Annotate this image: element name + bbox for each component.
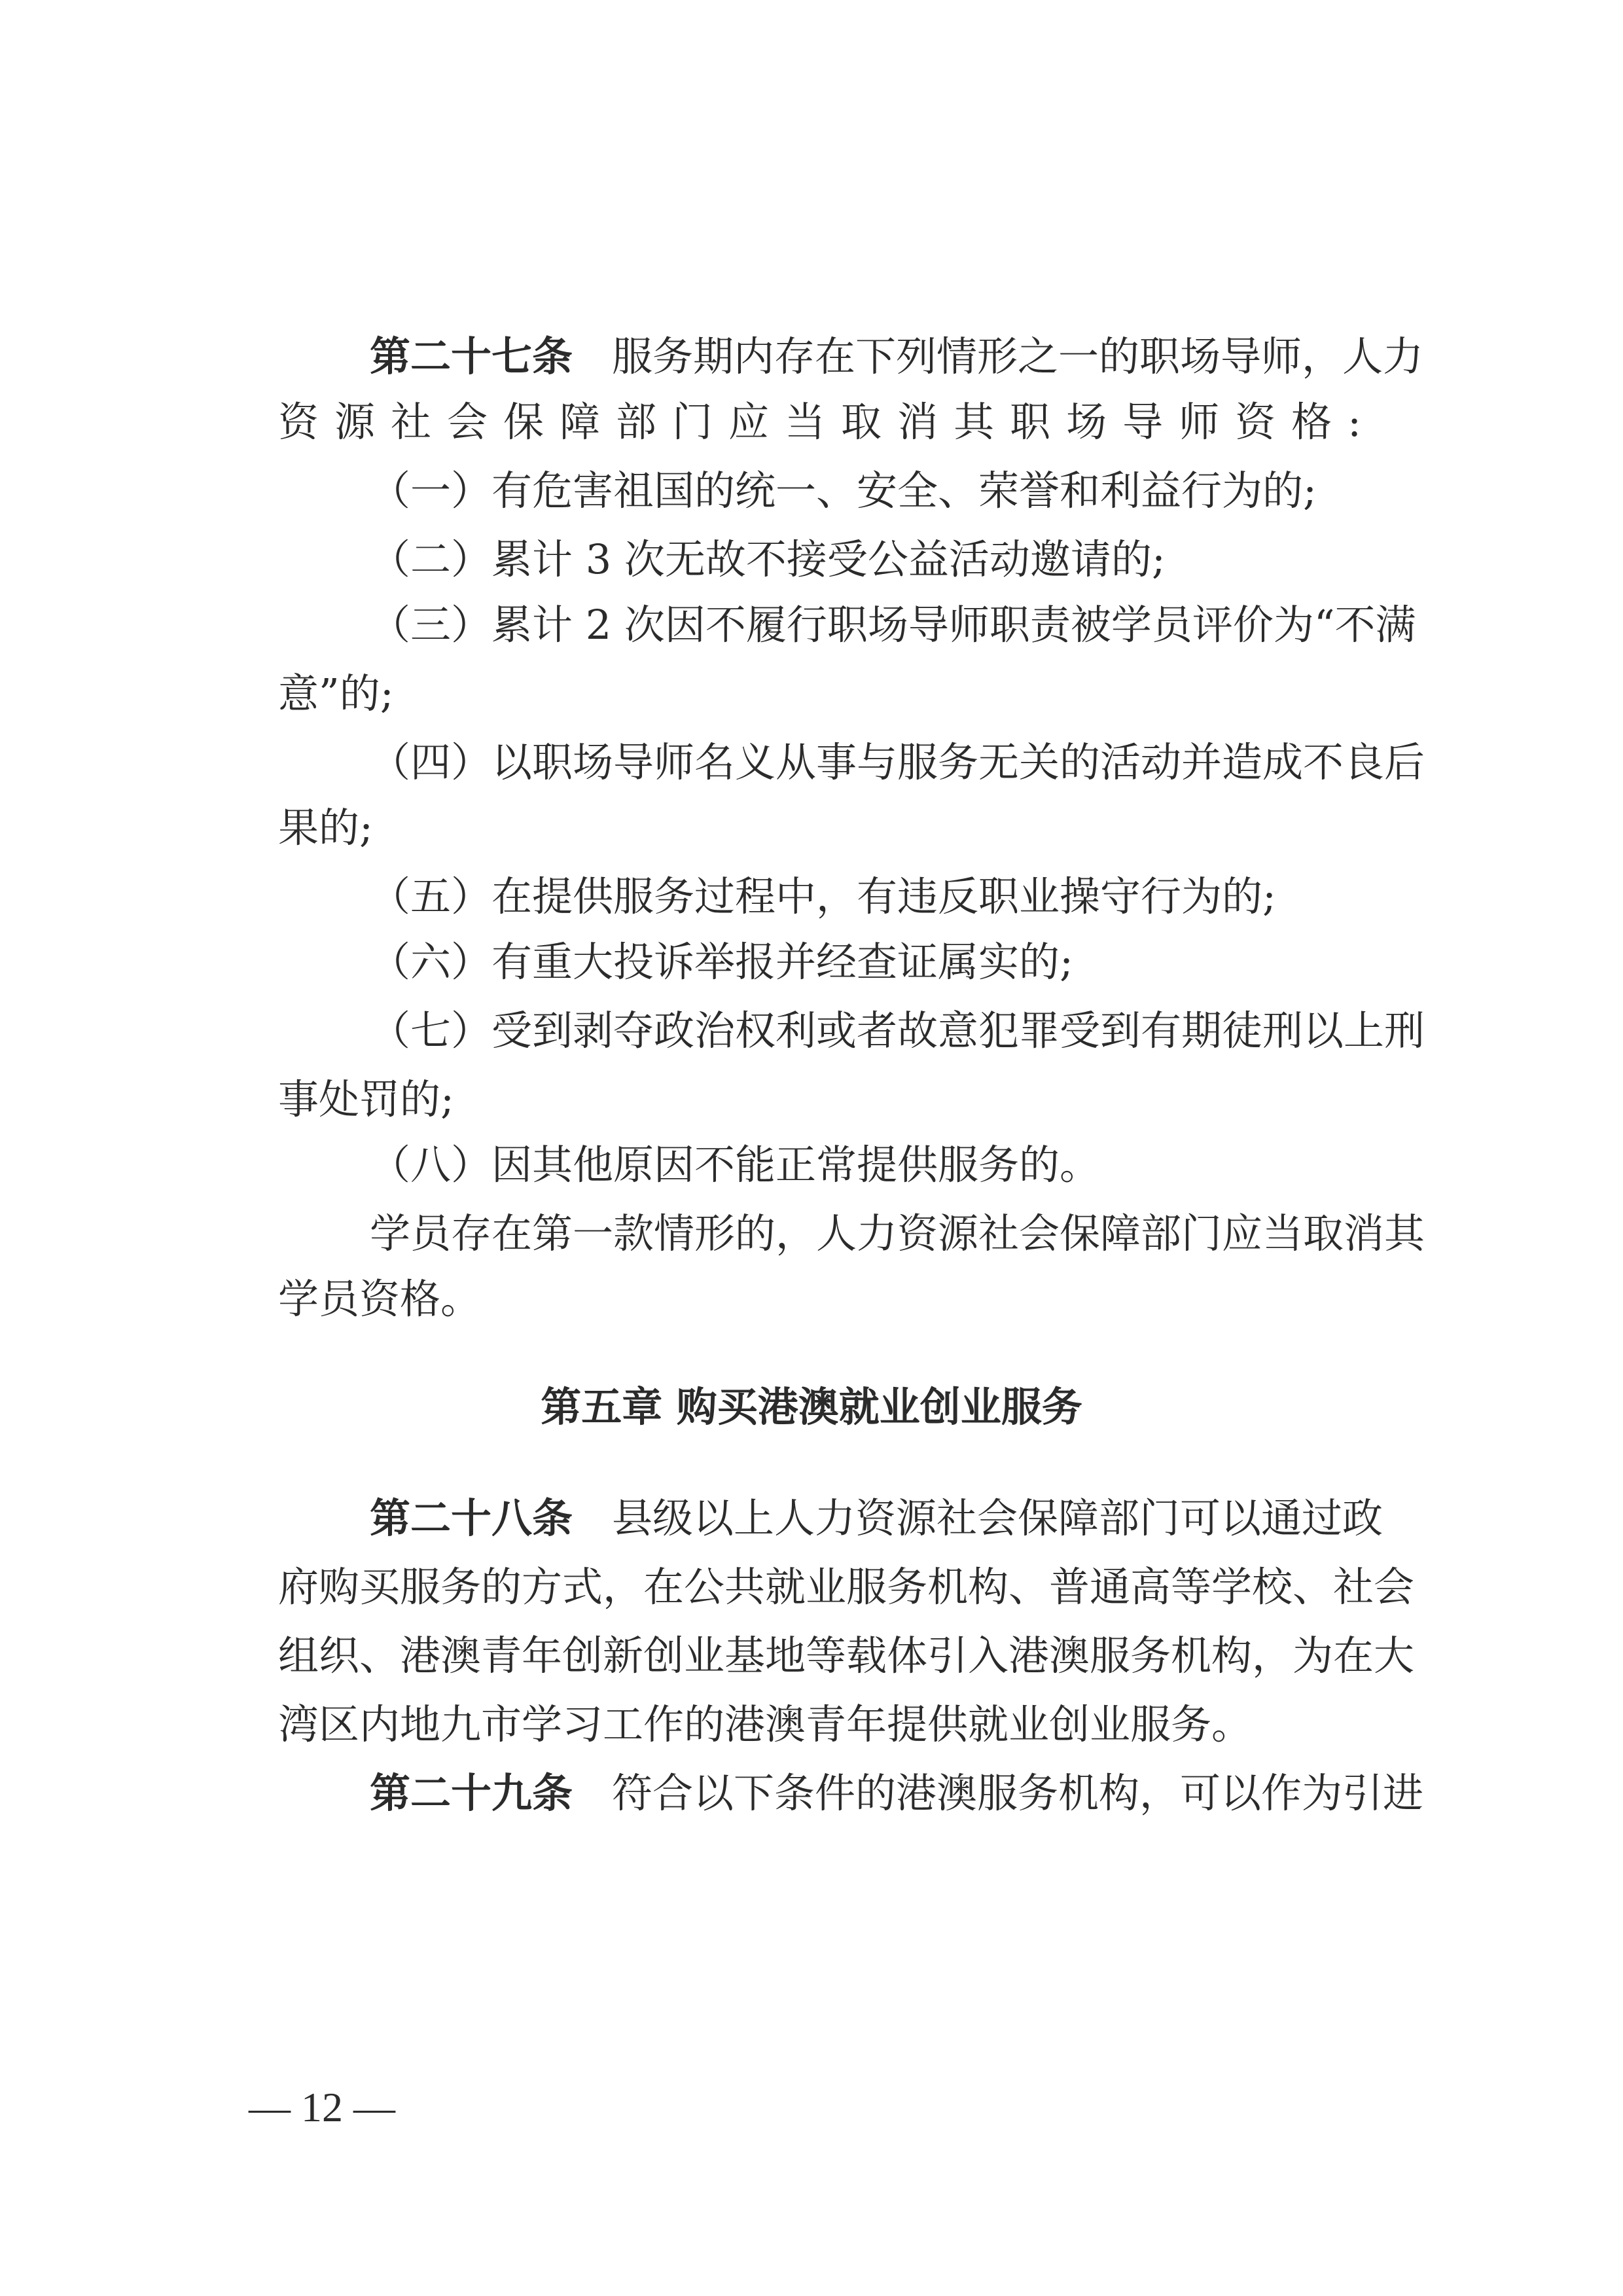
- article-27-item-1: （一）有危害祖国的统一、安全、荣誉和利益行为的;: [370, 467, 1317, 514]
- article-27-item-4-continued: 果的;: [278, 804, 373, 852]
- article-27-line-2: 资源社会保障部门应当取消其职场导师资格:: [278, 398, 1361, 446]
- page-number: — 12 —: [249, 2084, 395, 2130]
- article-29-title: 第二十九条: [370, 1769, 573, 1817]
- article-28-line-2: 府购买服务的方式，在公共就业服务机构、普通高等学校、社会: [278, 1563, 1415, 1611]
- article-28-first-line: [370, 1486, 1383, 1551]
- article-27-paragraph-continued: 学员资格。: [278, 1275, 482, 1323]
- article-28-line1-text: 县级以上人力资源社会保障部门可以通过政: [612, 1494, 1383, 1542]
- article-27-item-6: （六）有重大投诉举报并经查证属实的;: [370, 938, 1073, 986]
- article-27-item-4: （四）以职场导师名义从事与服务无关的活动并造成不良后: [370, 738, 1425, 786]
- chapter-heading: 第五章 购买港澳就业创业服务: [541, 1383, 1082, 1431]
- article-27-line1-text: 服务期内存在下列情形之一的职场导师，人力: [612, 332, 1424, 380]
- article-27-first-line: [370, 324, 1424, 389]
- article-27-title: 第二十七条: [370, 332, 573, 380]
- article-28-line-3: 组织、港澳青年创新创业基地等载体引入港澳服务机构，为在大: [278, 1632, 1415, 1679]
- article-27-item-3-continued: 意”的;: [278, 670, 394, 717]
- article-27-paragraph: 学员存在第一款情形的，人力资源社会保障部门应当取消其: [370, 1210, 1425, 1257]
- article-29-line1-text: 符合以下条件的港澳服务机构，可以作为引进: [612, 1769, 1424, 1817]
- article-27-item-3: （三）累计 2 次因不履行职场导师职责被学员评价为“不满: [370, 601, 1416, 649]
- article-27-item-2: （二）累计 3 次无故不接受公益活动邀请的;: [370, 535, 1166, 583]
- article-28-title: 第二十八条: [370, 1494, 573, 1542]
- article-27-item-7-continued: 事处罚的;: [278, 1075, 454, 1123]
- article-27-item-8: （八）因其他原因不能正常提供服务的。: [370, 1141, 1101, 1189]
- article-29-first-line: [370, 1761, 1424, 1826]
- article-28-line-4: 湾区内地九市学习工作的港澳青年提供就业创业服务。: [278, 1700, 1253, 1748]
- article-27-item-5: （五）在提供服务过程中，有违反职业操守行为的;: [370, 872, 1276, 920]
- article-27-item-7: （七）受到剥夺政治权利或者故意犯罪受到有期徒刑以上刑: [370, 1007, 1425, 1054]
